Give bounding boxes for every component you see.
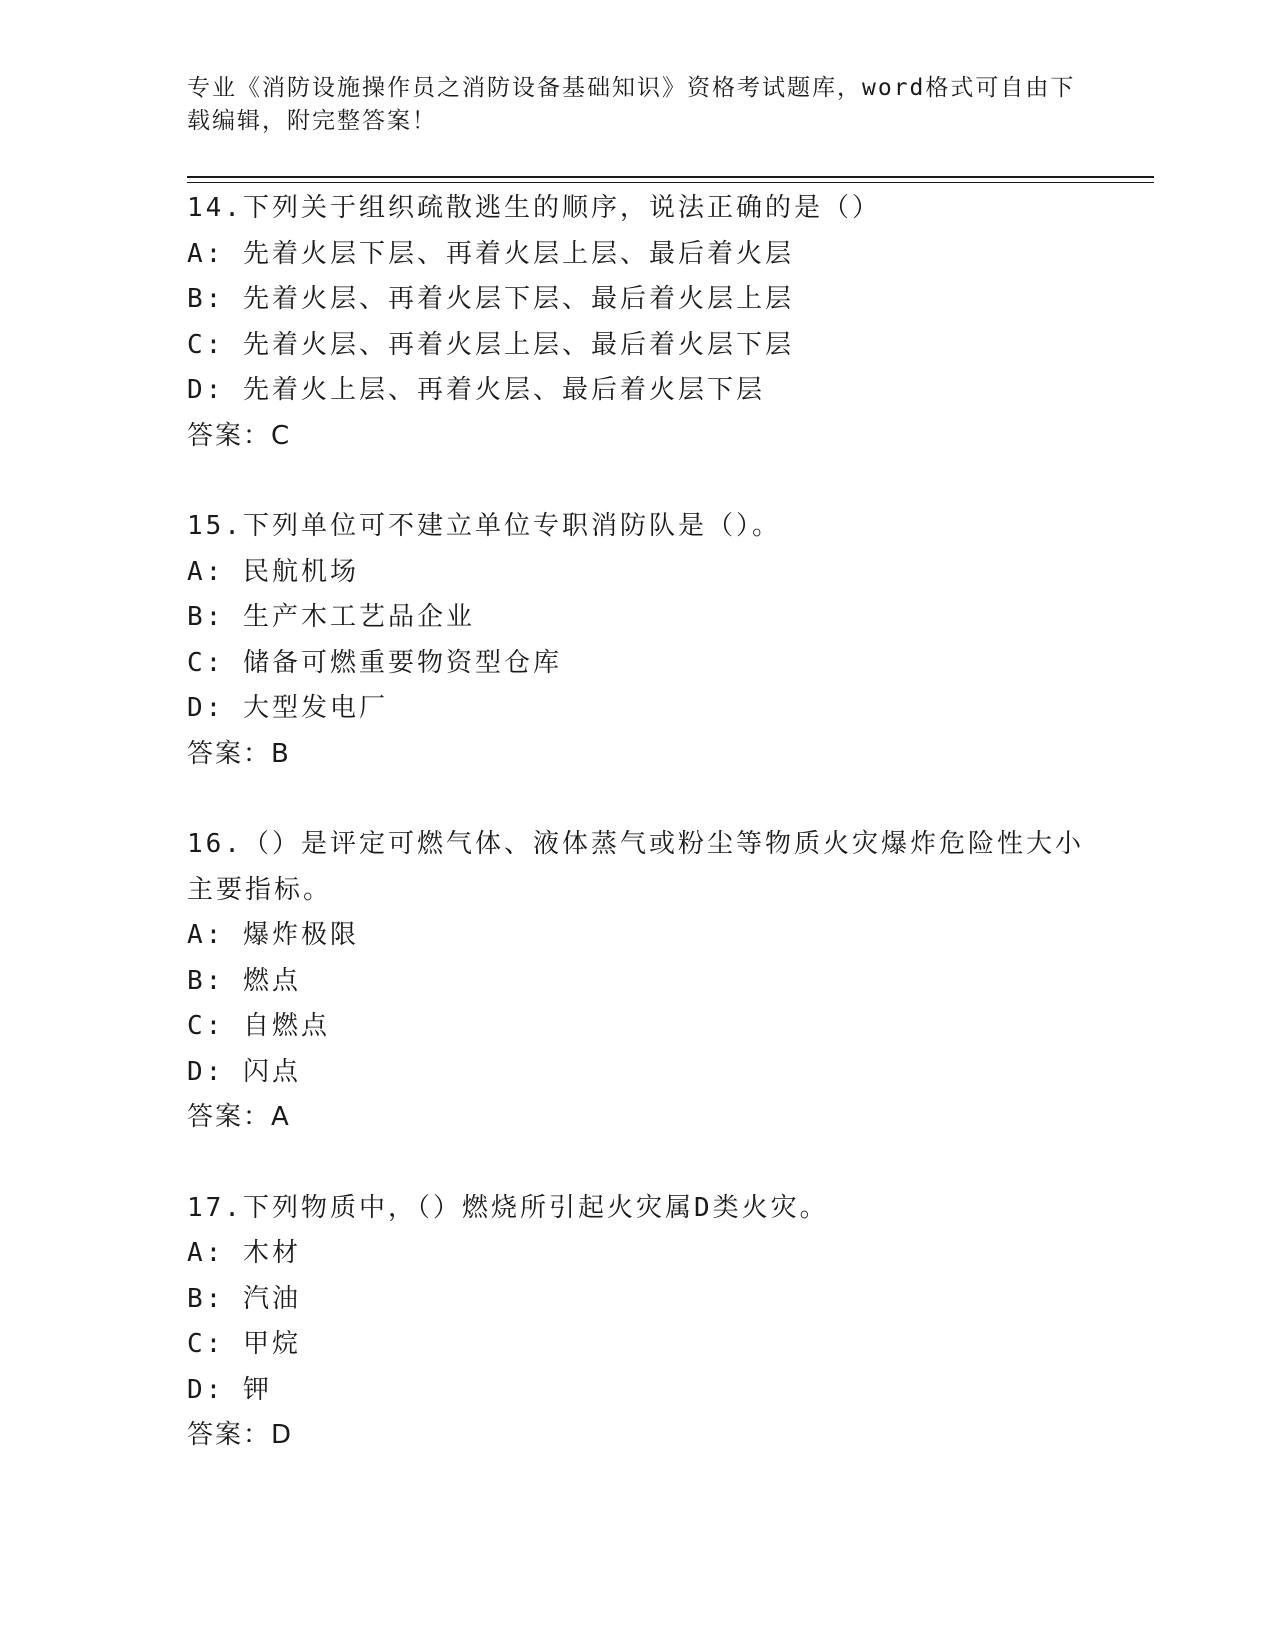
header-line-1: 专业《消防设施操作员之消防设备基础知识》资格考试题库，word格式可自由下 xyxy=(187,75,1076,101)
answer: 答案：A xyxy=(187,1102,291,1132)
document-header xyxy=(187,72,1087,138)
header-line-2: 载编辑，附完整答案！ xyxy=(187,108,437,134)
question-stem: 17.下列物质中，（）燃烧所引起火灾属D类火灾。 xyxy=(187,1192,829,1223)
option-b: B: 汽油 xyxy=(187,1283,301,1314)
question-stem: 16.（）是评定可燃气体、液体蒸气或粉尘等物质火灾爆炸危险性大小主要指标。 xyxy=(187,829,1084,905)
option-b: B: 先着火层、再着火层下层、最后着火层上层 xyxy=(187,284,794,314)
answer: 答案：D xyxy=(187,1420,294,1450)
option-a: A: 先着火层下层、再着火层上层、最后着火层 xyxy=(187,238,794,269)
option-d: D: 闪点 xyxy=(187,1056,301,1087)
question-14 xyxy=(187,186,1087,459)
option-a: A: 爆炸极限 xyxy=(187,920,359,950)
option-d: D: 先着火上层、再着火层、最后着火层下层 xyxy=(187,375,765,405)
answer: 答案：C xyxy=(187,420,292,451)
header-divider-thick xyxy=(187,176,1154,178)
option-b: B: 燃点 xyxy=(187,965,301,996)
option-d: D: 钾 xyxy=(187,1374,272,1405)
option-d: D: 大型发电厂 xyxy=(187,693,388,723)
option-a: A: 民航机场 xyxy=(187,556,359,587)
question-stem: 14.下列关于组织疏散逃生的顺序，说法正确的是（） xyxy=(187,193,881,223)
option-c: C: 自燃点 xyxy=(187,1011,330,1041)
answer: 答案：B xyxy=(187,738,291,769)
question-15 xyxy=(187,504,1087,777)
header-divider-thin xyxy=(187,182,1154,183)
question-stem: 15.下列单位可不建立单位专职消防队是（）。 xyxy=(187,511,781,541)
option-c: C: 先着火层、再着火层上层、最后着火层下层 xyxy=(187,329,794,360)
question-16 xyxy=(187,822,1087,1141)
question-list xyxy=(187,186,1087,1504)
option-a: A: 木材 xyxy=(187,1238,301,1268)
question-17 xyxy=(187,1186,1087,1459)
option-c: C: 储备可燃重要物资型仓库 xyxy=(187,647,562,678)
option-c: C: 甲烷 xyxy=(187,1329,301,1359)
option-b: B: 生产木工艺品企业 xyxy=(187,602,475,632)
